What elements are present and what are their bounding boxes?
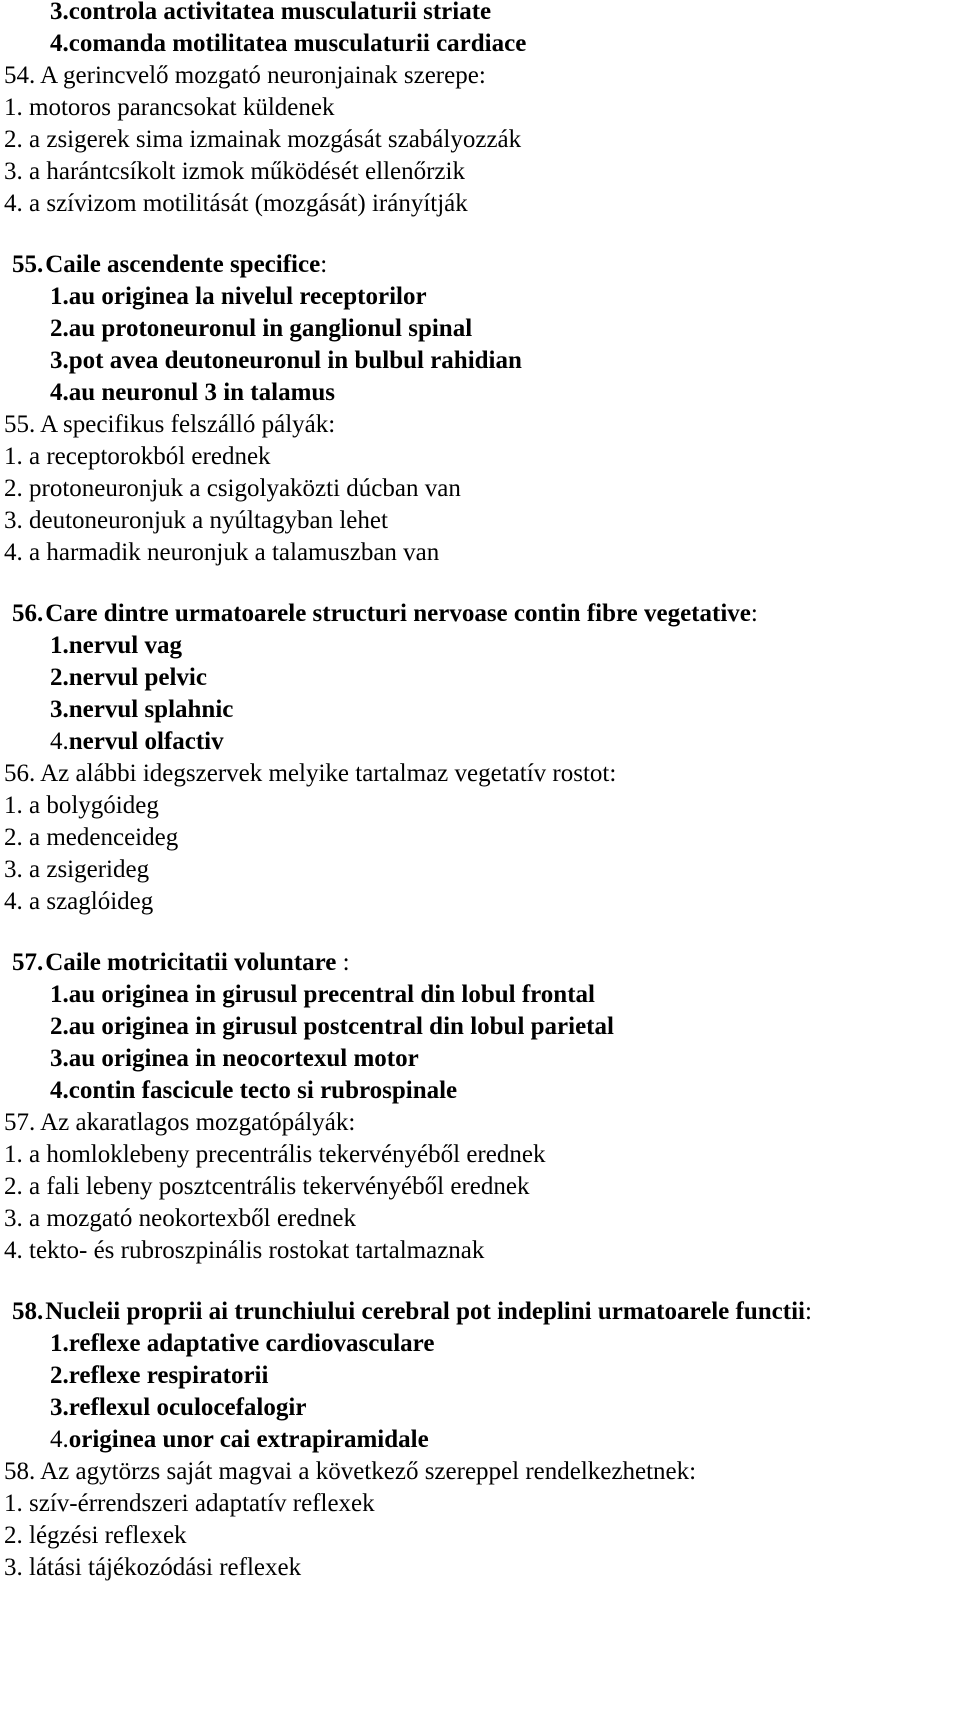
- answer-text: reflexe adaptative cardiovasculare: [68, 1330, 435, 1357]
- ro-answer-2: 2.au protoneuronul in ganglionul spinal: [50, 315, 473, 342]
- ro-answer-1: [50, 631, 182, 661]
- question-number: 57.: [12, 949, 44, 976]
- hu-answer-2: 2. légzési reflexek: [4, 1522, 187, 1549]
- ro-answer-1: [50, 1329, 434, 1359]
- question-number: 55.: [12, 251, 44, 278]
- hu-answer-3: 3. a harántcsíkolt izmok működését ellenőrzik: [4, 158, 465, 185]
- hu-answer-1: 1. szív-érrendszeri adaptatív reflexek: [4, 1490, 375, 1517]
- hu-answer-1: 1. a bolygóideg: [4, 792, 159, 819]
- hu-answer-4: 4. a harmadik neuronjuk a talamuszban van: [4, 539, 440, 566]
- answer-number: 3.: [50, 696, 69, 723]
- question-text: Caile motricitatii voluntare: [45, 949, 337, 976]
- hu-answer-4: 4. a szaglóideg: [4, 888, 154, 915]
- ro-answer-2: [50, 1361, 268, 1391]
- ro-answer-1: 1.au originea in girusul precentral din lobul frontal: [50, 981, 595, 1008]
- hu-answer-3: 3. deutoneuronjuk a nyúltagyban lehet: [4, 507, 388, 534]
- ro-answer-3: [50, 1393, 306, 1423]
- answer-text: nervul pelvic: [68, 664, 207, 691]
- ro-question-56: [12, 599, 758, 629]
- answer-text: reflexe respiratorii: [68, 1362, 269, 1389]
- hu-answer-1: 1. a receptorokból erednek: [4, 443, 271, 470]
- ro-question-55: [12, 250, 327, 280]
- hu-answer-4: 4. a szívizom motilitását (mozgását) irányítják: [4, 190, 468, 217]
- answer-number: 3.: [50, 1394, 69, 1421]
- ro-answer-3: 3.pot avea deutoneuronul in bulbul rahidian: [50, 347, 522, 374]
- hu-answer-2: 2. protoneuronjuk a csigolyaközti dúcban van: [4, 475, 461, 502]
- hu-answer-4: 4. tekto- és rubroszpinális rostokat tartalmaznak: [4, 1237, 485, 1264]
- hu-answer-3: 3. látási tájékozódási reflexek: [4, 1554, 302, 1581]
- answer-number: 4.: [50, 728, 69, 755]
- answer-text: nervul splahnic: [68, 696, 234, 723]
- answer-text: reflexul oculocefalogir: [68, 1394, 307, 1421]
- answer-text: nervul vag: [68, 632, 182, 659]
- ro-answer-2: [50, 663, 207, 693]
- question-colon: :: [320, 251, 328, 278]
- answer-text: nervul olfactiv: [68, 728, 224, 755]
- question-text: Care dintre urmatoarele structuri nervoase contin fibre vegetative: [45, 600, 751, 627]
- question-number: 56.: [12, 600, 44, 627]
- answer-number: 1.: [50, 632, 69, 659]
- ro-answer-3: 3.au originea in neocortexul motor: [50, 1045, 419, 1072]
- hu-answer-2: 2. a medenceideg: [4, 824, 179, 851]
- hu-answer-2: 2. a fali lebeny posztcentrális tekervényéből erednek: [4, 1173, 530, 1200]
- hu-question-55: 55. A specifikus felszálló pályák:: [4, 411, 336, 438]
- question-text: Nucleii proprii ai trunchiului cerebral pot indeplini urmatoarele functii: [45, 1298, 805, 1325]
- ro-answer-4: [50, 727, 224, 757]
- ro-question-58: [12, 1297, 812, 1327]
- hu-answer-3: 3. a mozgató neokortexből erednek: [4, 1205, 356, 1232]
- answer-number: 2.: [50, 1362, 69, 1389]
- hu-question-57: 57. Az akaratlagos mozgatópályák:: [4, 1109, 356, 1136]
- hu-answer-1: 1. motoros parancsokat küldenek: [4, 94, 335, 121]
- answer-number: 2.: [50, 664, 69, 691]
- ro-answer-2: 2.au originea in girusul postcentral din lobul parietal: [50, 1013, 614, 1040]
- ro-answer-4: [50, 1425, 429, 1455]
- ro-answer-4: 4.au neuronul 3 in talamus: [50, 379, 336, 406]
- ro-question-57: [12, 948, 350, 978]
- question-colon: :: [804, 1298, 812, 1325]
- answer-text: originea unor cai extrapiramidale: [68, 1426, 429, 1453]
- question-text: Caile ascendente specifice: [45, 251, 321, 278]
- hu-answer-3: 3. a zsigerideg: [4, 856, 150, 883]
- question-colon: :: [336, 949, 350, 976]
- answer-number: 4.: [50, 1426, 69, 1453]
- hu-question-58: 58. Az agytörzs saját magvai a következő szereppel rendelkezhetnek:: [4, 1458, 697, 1485]
- answer-number: 1.: [50, 1330, 69, 1357]
- question-colon: :: [750, 600, 758, 627]
- question-number: 58.: [12, 1298, 44, 1325]
- ro-answer-3: 3.controla activitatea musculaturii striate: [50, 0, 492, 25]
- ro-answer-4: 4.comanda motilitatea musculaturii cardiace: [50, 30, 527, 57]
- ro-answer-4: 4.contin fascicule tecto si rubrospinale: [50, 1077, 458, 1104]
- ro-answer-3: [50, 695, 233, 725]
- hu-question-56: 56. Az alábbi idegszervek melyike tartalmaz vegetatív rostot:: [4, 760, 617, 787]
- hu-answer-1: 1. a homloklebeny precentrális tekervényéből erednek: [4, 1141, 546, 1168]
- hu-answer-2: 2. a zsigerek sima izmainak mozgását szabályozzák: [4, 126, 522, 153]
- ro-answer-1: 1.au originea la nivelul receptorilor: [50, 283, 427, 310]
- hu-question-54: 54. A gerincvelő mozgató neuronjainak szerepe:: [4, 62, 486, 89]
